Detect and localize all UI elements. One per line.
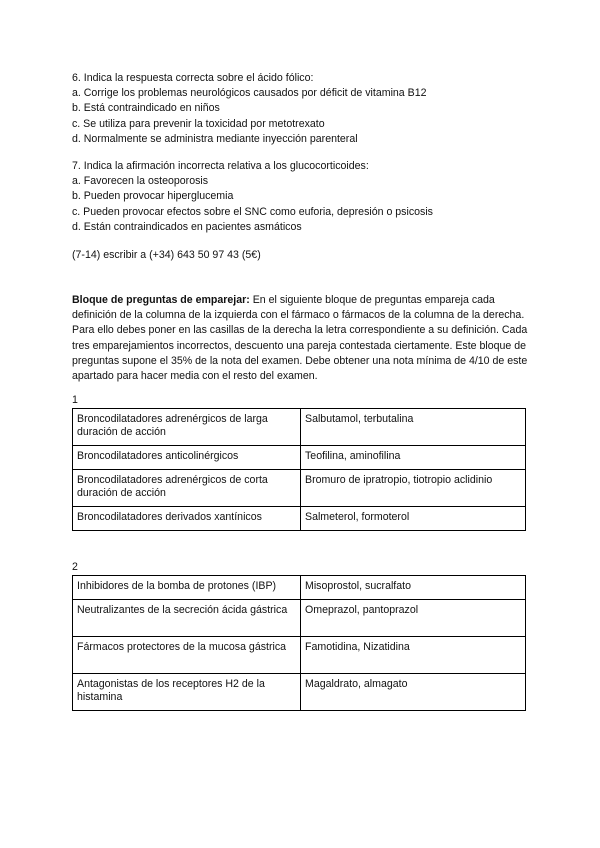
drug-cell[interactable]: Teofilina, aminofilina <box>301 446 526 470</box>
definition-cell: Antagonistas de los receptores H2 de la histamina <box>73 674 301 711</box>
table-row <box>73 446 526 470</box>
definition-cell: Broncodilatadores adrenérgicos de larga duración de acción <box>73 409 301 446</box>
table-row <box>73 470 526 507</box>
question-7-option-a: a. Favorecen la osteoporosis <box>72 175 209 188</box>
drug-cell[interactable]: Misoprostol, sucralfato <box>301 576 526 600</box>
matching-instructions <box>72 293 532 384</box>
definition-cell: Neutralizantes de la secreción ácida gástrica <box>73 600 301 637</box>
table-row <box>73 600 526 637</box>
contact-note: (7-14) escribir a (+34) 643 50 97 43 (5€) <box>72 249 261 261</box>
drug-cell[interactable]: Salmeterol, formoterol <box>301 507 526 531</box>
table-row <box>73 674 526 711</box>
drug-cell[interactable]: Omeprazol, pantoprazol <box>301 600 526 637</box>
table-2-number: 2 <box>72 561 78 573</box>
question-7-option-b: b. Pueden provocar hiperglucemia <box>72 190 234 203</box>
question-6-option-c: c. Se utiliza para prevenir la toxicidad por metotrexato <box>72 117 325 130</box>
question-6-option-b: b. Está contraindicado en niños <box>72 102 220 115</box>
question-6 <box>72 71 532 147</box>
question-7-option-d: d. Están contraindicados en pacientes asmáticos <box>72 220 302 233</box>
table-row <box>73 507 526 531</box>
question-6-option-a: a. Corrige los problemas neurológicos causados por déficit de vitamina B12 <box>72 87 427 100</box>
drug-cell[interactable]: Famotidina, Nizatidina <box>301 637 526 674</box>
question-6-prompt: 6. Indica la respuesta correcta sobre el ácido fólico: <box>72 72 314 84</box>
drug-cell[interactable]: Magaldrato, almagato <box>301 674 526 711</box>
definition-cell: Broncodilatadores derivados xantínicos <box>73 507 301 531</box>
drug-cell[interactable]: Salbutamol, terbutalina <box>301 409 526 446</box>
definition-cell: Broncodilatadores adrenérgicos de corta duración de acción <box>73 470 301 507</box>
matching-table-2 <box>72 575 526 711</box>
table-row <box>73 409 526 446</box>
question-7-prompt: 7. Indica la afirmación incorrecta relativa a los glucocorticoides: <box>72 160 369 172</box>
drug-cell[interactable]: Bromuro de ipratropio, tiotropio aclidinio <box>301 470 526 507</box>
question-7 <box>72 159 532 235</box>
table-1-number: 1 <box>72 394 78 406</box>
definition-cell: Inhibidores de la bomba de protones (IBP) <box>73 576 301 600</box>
table-row <box>73 576 526 600</box>
matching-text: En el siguiente bloque de preguntas empareja cada definición de la columna de la izquierda con el fármaco o fármacos de la columna de la derecha. Para ello debes poner en las casillas de la derecha la letra correspondiente a su definición. Cada tres emparejamientos incorrectos, descuento una pareja contestada ciertamente. Este bloque de preguntas supone el 35% de la nota del examen. Debe obtener una nota mínima de 4/10 de este apartado para hacer media con el resto del examen. <box>72 294 528 383</box>
matching-heading: Bloque de preguntas de emparejar: <box>72 294 250 306</box>
question-7-option-c: c. Pueden provocar efectos sobre el SNC como euforia, depresión o psicosis <box>72 205 433 218</box>
question-6-option-d: d. Normalmente se administra mediante inyección parenteral <box>72 132 358 145</box>
matching-table-1 <box>72 408 526 531</box>
definition-cell: Fármacos protectores de la mucosa gástrica <box>73 637 301 674</box>
table-row <box>73 637 526 674</box>
definition-cell: Broncodilatadores anticolinérgicos <box>73 446 301 470</box>
